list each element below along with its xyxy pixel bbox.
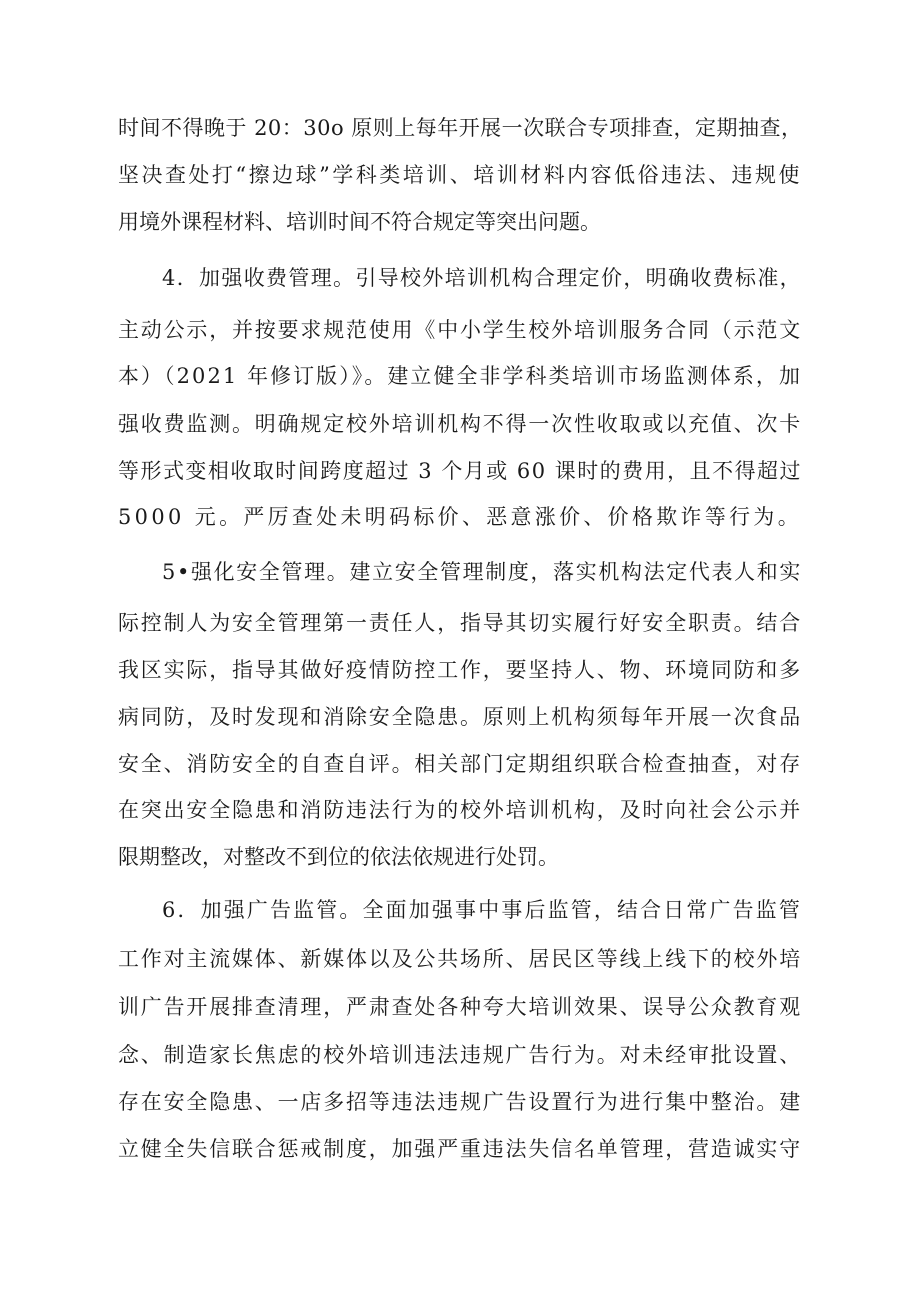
line-text: 病同防，及时发现和消除安全隐患。原则上机构须每年开展一次食品 <box>118 705 802 729</box>
text-line <box>0 108 920 148</box>
text-line <box>0 155 920 195</box>
text-line <box>0 987 920 1027</box>
text-line <box>0 697 920 737</box>
text-line <box>0 356 920 396</box>
text-line <box>0 744 920 784</box>
line-text: 等形式变相收取时间跨度超过 3 个月或 60 课时的费用，且不得超过 <box>118 459 802 483</box>
line-text: 时间不得晚于 20：30o 原则上每年开展一次联合专项排查，定期抽查， <box>118 116 803 140</box>
line-text: 立健全失信联合惩戒制度，加强严重违法失信名单管理，营造诚实守 <box>118 1137 802 1161</box>
text-line <box>0 1129 920 1169</box>
text-line <box>0 1082 920 1122</box>
line-text: 6．加强广告监管。全面加强事中事后监管，结合日常广告监管 <box>162 898 802 922</box>
text-line <box>0 1035 920 1075</box>
line-text: 5000 元。严厉查处未明码标价、恶意涨价、价格欺诈等行为。 <box>118 505 802 529</box>
paragraph-first-line <box>0 890 920 930</box>
line-text: 主动公示，并按要求规范使用《中小学生校外培训服务合同（示范文 <box>118 318 802 342</box>
text-line <box>0 939 920 979</box>
line-text: 本）（2021 年修订版）》。建立健全非学科类培训市场监测体系，加 <box>118 364 802 388</box>
line-text: 念、制造家长焦虑的校外培训违法违规广告行为。对未经审批设置、 <box>118 1043 802 1067</box>
line-text: 安全、消防安全的自查自评。相关部门定期组织联合检查抽查，对存 <box>118 752 802 776</box>
line-text: 我区实际，指导其做好疫情防控工作，要坚持人、物、环境同防和多 <box>118 658 802 682</box>
line-text: 限期整改，对整改不到位的依法依规进行处罚。 <box>118 845 559 869</box>
text-line <box>0 790 920 830</box>
line-text: 训广告开展排查清理，严肃查处各种夸大培训效果、误导公众教育观 <box>118 995 802 1019</box>
line-text: 强收费监测。明确规定校外培训机构不得一次性收取或以充值、次卡 <box>118 412 802 436</box>
line-text: 5•强化安全管理。建立安全管理制度，落实机构法定代表人和实 <box>162 560 802 584</box>
line-text: 用境外课程材料、培训时间不符合规定等突出问题。 <box>118 210 601 234</box>
line-text: 4．加强收费管理。引导校外培训机构合理定价，明确收费标准， <box>162 266 802 290</box>
paragraph-first-line <box>0 552 920 592</box>
line-text: 坚决查处打“擦边球”学科类培训、培训材料内容低俗违法、违规使 <box>118 163 802 187</box>
text-line <box>0 310 920 350</box>
text-line <box>0 603 920 643</box>
text-line <box>0 404 920 444</box>
text-line <box>0 650 920 690</box>
line-text: 工作对主流媒体、新媒体以及公共场所、居民区等线上线下的校外培 <box>118 947 802 971</box>
text-line <box>0 451 920 491</box>
text-line <box>0 497 920 537</box>
paragraph-first-line <box>0 258 920 298</box>
text-line <box>0 837 920 877</box>
line-text: 存在安全隐患、一店多招等违法违规广告设置行为进行集中整治。建 <box>118 1090 802 1114</box>
line-text: 在突出安全隐患和消防违法行为的校外培训机构，及时向社会公示并 <box>118 798 802 822</box>
text-line <box>0 202 920 242</box>
line-text: 际控制人为安全管理第一责任人，指导其切实履行好安全职责。结合 <box>118 611 802 635</box>
